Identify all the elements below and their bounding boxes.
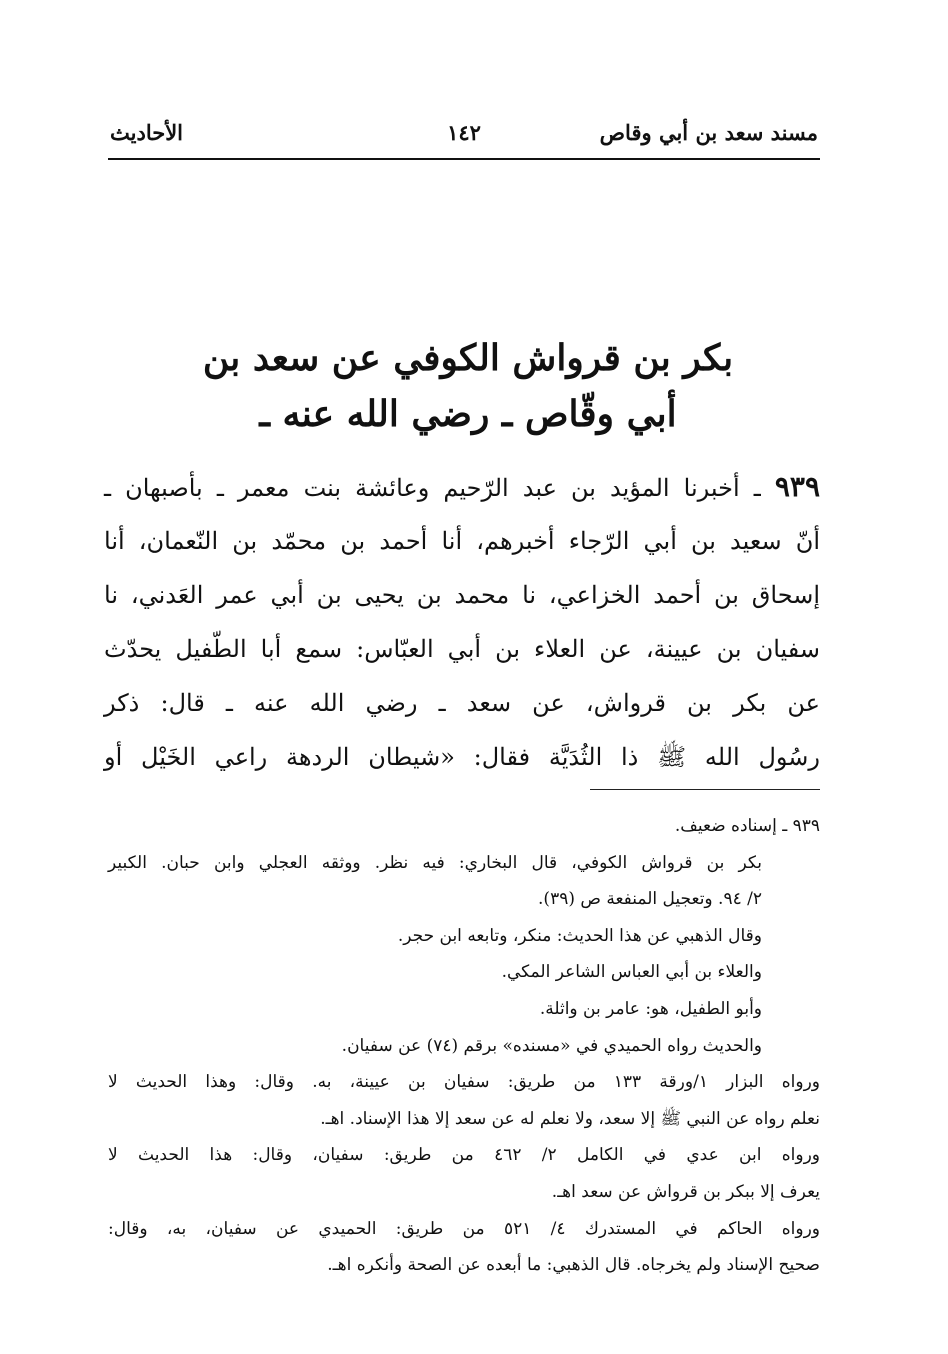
- hadith-number: ٩٣٩: [774, 470, 820, 503]
- running-header: [108, 118, 820, 160]
- chapter-title: [150, 330, 786, 442]
- page-number: ١٤٢: [447, 120, 481, 145]
- footnote-line: والعلاء بن أبي العباس الشاعر المكي.: [501, 962, 762, 983]
- hadith-line: سفيان بن عيينة، عن العلاء بن أبي العبّاس: سمع أبا الطّفيل يحدّث: [104, 635, 820, 663]
- footnote-line: ورواه ابن عدي في الكامل ٢/ ٤٦٢ من طريق: سفيان، وقال: هذا الحديث لا: [108, 1145, 821, 1166]
- footnote-line: نعلم رواه عن النبي ﷺ إلا سعد، ولا نعلم له عن سعد إلا هذا الإسناد. اهـ.: [320, 1108, 820, 1129]
- hadith-line: إسحاق بن أحمد الخزاعي، نا محمد بن يحيى بن أبي عمر العَدني، نا: [104, 581, 820, 609]
- footnote-line: وأبو الطفيل، هو: عامر بن واثلة.: [539, 998, 762, 1019]
- hadith-line: عن بكر بن قرواش، عن سعد ـ رضي الله عنه ـ قال: ذكر: [104, 689, 820, 717]
- footnote-line: ٢/ ٩٤. وتعجيل المنفعة ص (٣٩).: [538, 889, 762, 910]
- footnote-line: والحديث رواه الحميدي في «مسنده» برقم (٧٤) عن سفيان.: [341, 1035, 762, 1056]
- footnote-line: وقال الذهبي عن هذا الحديث: منكر، وتابعه ابن حجر.: [397, 925, 762, 946]
- hadith-line: [104, 460, 820, 514]
- footnote-heading: ٩٣٩ ـ إسناده ضعيف.: [674, 816, 820, 836]
- footnote-line: ورواه البزار ١/ورقة ١٣٣ من طريق: سفيان بن عيينة، به. وقال: وهذا الحديث لا: [108, 1072, 820, 1093]
- chapter-title-line-1: بكر بن قرواش الكوفي عن سعد بن: [202, 337, 734, 379]
- chapter-title-line-2: أبي وقّاص ـ رضي الله عنه ـ: [259, 393, 677, 435]
- header-section-title: الأحاديث: [110, 120, 184, 145]
- footnote-line: ورواه الحاكم في المستدرك ٤/ ٥٢١ من طريق: الحميدي عن سفيان، به، وقال:: [108, 1218, 820, 1239]
- header-book-title: مسند سعد بن أبي وقاص: [599, 120, 818, 145]
- hadith-line: رسُول الله ﷺ ذا الثُدَيَّة فقال: «شيطان الردهة راعي الخَيْل أو: [104, 743, 820, 771]
- footnote-divider: [590, 789, 820, 790]
- footnote-line: يعرف إلا ببكر بن قرواش عن سعد اهـ.: [551, 1181, 820, 1202]
- footnote-line: صحيح الإسناد ولم يخرجاه. قال الذهبي: ما أبعده عن الصحة وأنكره اهـ.: [327, 1255, 820, 1276]
- footnote-line: بكر بن قرواش الكوفي، قال البخاري: فيه نظر. ووثقه العجلي وابن حبان. الكبير: [108, 852, 762, 873]
- footnotes: [108, 808, 820, 1284]
- hadith-line: أنّ سعيد بن أبي الرّجاء أخبرهم، أنا أحمد بن محمّد بن النّعمان، أنا: [104, 527, 820, 555]
- hadith-line-text: ـ أخبرنا المؤيد بن عبد الرّحيم وعائشة بنت معمر ـ بأصبهان ـ: [104, 474, 761, 502]
- footnote-body: [108, 845, 762, 1065]
- hadith-text: [104, 460, 820, 784]
